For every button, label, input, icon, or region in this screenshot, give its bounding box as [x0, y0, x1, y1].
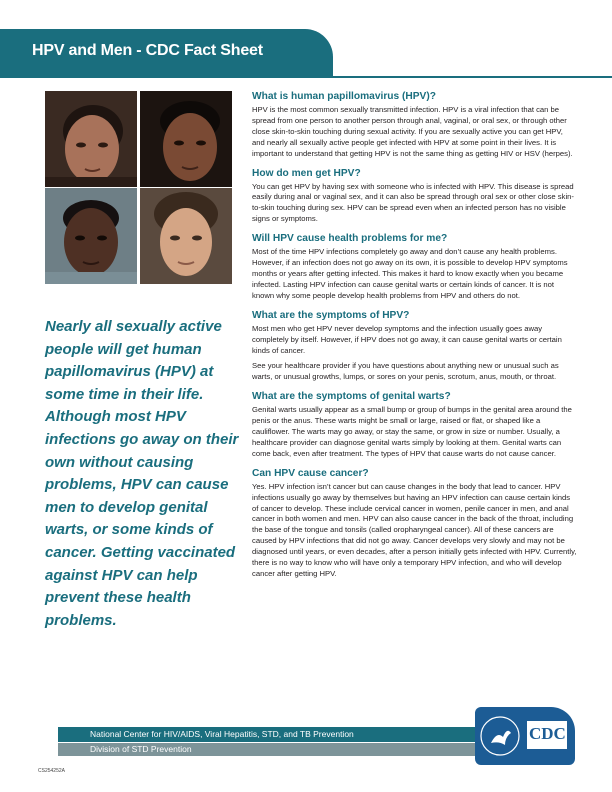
cdc-logo	[475, 707, 575, 765]
section-paragraph: HPV is the most common sexually transmitted infection. HPV is a viral infection that can be spread from one person to another person through anal, vaginal, or oral sex, or through other close skin-to-skin touching during sexual activity. If you are sexually active you can get HPV, and nearly all sexually active people get infected with HPV at some point in their lives. It is important to understand that getting HPV is not the same thing as getting HIV or HSV (herpes).	[252, 105, 573, 158]
section-paragraph: See your healthcare provider if you have questions about anything new or unusual such as warts, or unusual growths, lumps, or sores on your penis, scrotum, anus, mouth, or throat.	[252, 361, 559, 382]
section-heading: How do men get HPV?	[252, 167, 361, 179]
cdc-logo-text: CDC	[529, 724, 566, 743]
section-heading: Can HPV cause cancer?	[252, 467, 369, 479]
section-paragraph: Yes. HPV infection isn’t cancer but can cause changes in the body that lead to cancer. HPV infections usually go away by themselves but having an HPV infection can cause certain kinds of cancer to develop. These include cervical cancer in women, penile cancer in men, and anal cancer in both women and men. HPV can also cause cancer in the back of the throat, including the base of the tongue and tonsils (called oropharyngeal cancer). All of these cancers are caused by HPV infections that did not go away. Cancer develops very slowly and may not be diagnosed until years, or even decades, after a person initially gets infected with HPV. Currently, there is no way to know who will have only a temporary HPV infection, and who will develop cancer after getting HPV.	[252, 481, 577, 578]
page-title: HPV and Men - CDC Fact Sheet	[32, 42, 263, 59]
section-paragraph: Genital warts usually appear as a small bump or group of bumps in the genital area around the penis or the anus. These warts might be small or large, raised or flat, or shaped like a cauliflower. The warts may go away, or stay the same, or grow in size or number. Usually, a healthcare provider can diagnose genital warts simply by looking at them. Genital warts can come back, even after treatment. The types of HPV that cause warts do not cause cancer.	[252, 405, 572, 458]
pull-quote: Nearly all sexually active people will get human papillomavirus (HPV) at some time in their life. Although most HPV infections go away on their own without causing problems, HPV can cause men to develop genital warts, or some kinds of cancer. Getting vaccinated against HPV can help prevent these health problems.	[45, 318, 239, 629]
photo-man-1	[45, 91, 137, 187]
document-code: CS254252A	[38, 768, 65, 774]
section-heading: What are the symptoms of HPV?	[252, 309, 410, 321]
section-heading: What are the symptoms of genital warts?	[252, 391, 451, 403]
footer-division-name: Division of STD Prevention	[90, 744, 192, 754]
section-heading: What is human papillomavirus (HPV)?	[252, 91, 436, 102]
section-heading: Will HPV cause health problems for me?	[252, 233, 448, 245]
header-rule	[0, 76, 612, 78]
footer-center-name: National Center for HIV/AIDS, Viral Hepatitis, STD, and TB Prevention	[90, 729, 354, 739]
section-paragraph: Most of the time HPV infections completely go away and don’t cause any health problems. However, if an infection does not go away on its own, it is possible to develop HPV symptoms months or years after getting infected. This makes it hard to know exactly when you became infected. Lasting HPV infection can cause genital warts or certain kinds of cancer. It is not known why some people develop health problems from HPV and others do not.	[252, 247, 568, 300]
section-paragraph: Most men who get HPV never develop symptoms and the infection usually goes away completely by itself. However, if HPV does not go away, it can cause genital warts or certain kinds of cancer.	[252, 323, 562, 355]
photo-man-4	[140, 188, 232, 284]
section-paragraph: You can get HPV by having sex with someone who is infected with HPV. This disease is spread easily during anal or vaginal sex, and it can also be spread through oral sex or other close skin-to-skin touching during sex. HPV can be spread even when an infected person has no visible signs or symptoms.	[252, 181, 574, 224]
photo-man-3	[45, 188, 137, 284]
photo-man-2	[140, 91, 232, 187]
fact-sheet-content	[252, 90, 577, 587]
